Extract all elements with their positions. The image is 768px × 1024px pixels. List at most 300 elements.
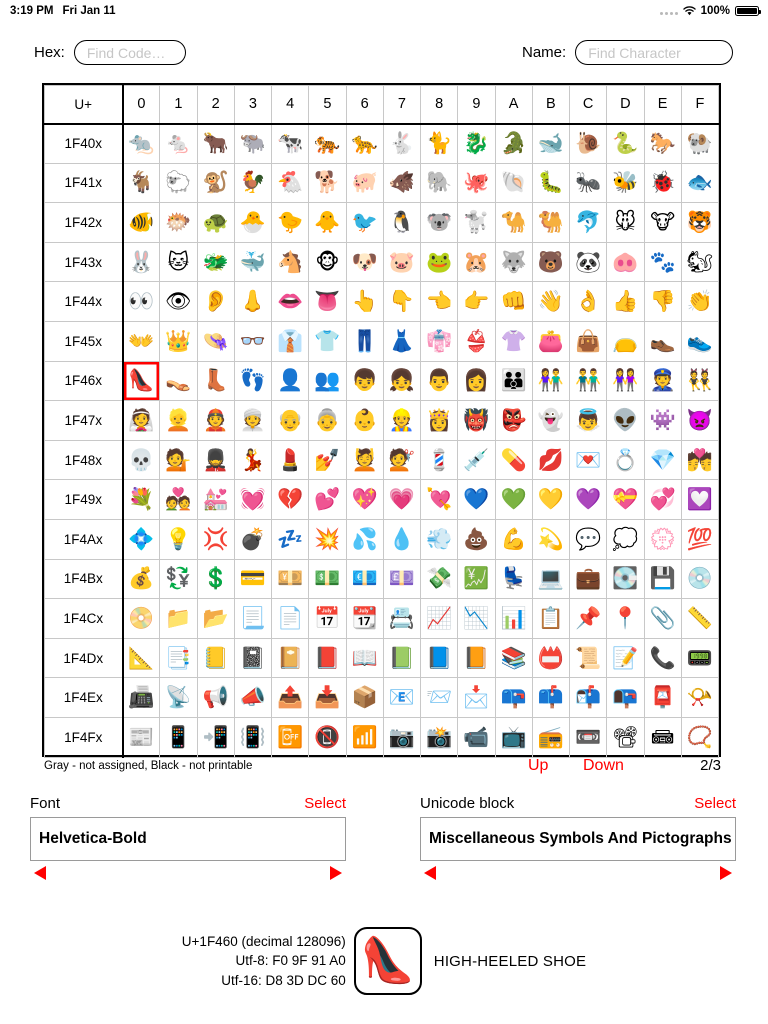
code-point-cell[interactable]: 📢 xyxy=(197,678,234,718)
code-point-cell[interactable]: 💓 xyxy=(234,480,271,520)
code-point-cell[interactable]: 📖 xyxy=(346,638,383,678)
code-point-cell[interactable]: 💙 xyxy=(458,480,495,520)
code-point-cell[interactable]: 💼 xyxy=(570,559,607,599)
table-row-label-1F46x: 1F46x xyxy=(45,361,123,401)
code-point-cell[interactable]: 👉 xyxy=(458,282,495,322)
code-point-cell[interactable]: 📌 xyxy=(570,599,607,639)
code-point-cell[interactable]: 👤 xyxy=(272,361,309,401)
legend-row xyxy=(42,757,721,780)
code-point-cell[interactable]: 💫 xyxy=(532,519,569,559)
code-point-cell[interactable]: 📍 xyxy=(607,599,644,639)
code-point-cell[interactable]: 💜 xyxy=(570,480,607,520)
code-point-cell[interactable]: 💾 xyxy=(644,559,681,599)
code-point-cell[interactable]: 💷 xyxy=(383,559,420,599)
code-point-cell[interactable]: 👏 xyxy=(681,282,718,322)
code-point-cell[interactable]: 💨 xyxy=(421,519,458,559)
code-point-cell[interactable]: 👓 xyxy=(234,321,271,361)
code-point-cell[interactable]: 🐚 xyxy=(495,163,532,203)
code-point-cell[interactable]: 💝 xyxy=(607,480,644,520)
code-point-cell[interactable]: 👖 xyxy=(346,321,383,361)
code-point-cell[interactable]: 📂 xyxy=(197,599,234,639)
code-point-cell[interactable]: 📱 xyxy=(160,717,197,757)
code-point-cell[interactable]: 🐹 xyxy=(458,242,495,282)
utf16-line: Utf-16: D8 3D DC 60 xyxy=(221,972,346,988)
font-panel xyxy=(30,793,346,881)
code-point-cell[interactable]: 💛 xyxy=(532,480,569,520)
code-point-cell[interactable]: 📇 xyxy=(383,599,420,639)
code-point-cell[interactable]: 💹 xyxy=(458,559,495,599)
code-point-cell[interactable]: 🐜 xyxy=(570,163,607,203)
font-value-box[interactable]: Helvetica-Bold xyxy=(30,817,346,861)
code-point-cell[interactable]: 📹 xyxy=(458,717,495,757)
code-point-cell[interactable]: 💴 xyxy=(272,559,309,599)
code-point-cell[interactable]: 📬 xyxy=(570,678,607,718)
code-point-cell[interactable]: 📣 xyxy=(234,678,271,718)
code-point-cell[interactable]: 📀 xyxy=(123,599,160,639)
code-point-cell[interactable]: 📅 xyxy=(309,599,346,639)
code-point-cell[interactable]: 👹 xyxy=(458,401,495,441)
code-point-cell[interactable]: 👢 xyxy=(197,361,234,401)
code-point-cell[interactable]: 🐧 xyxy=(383,203,420,243)
code-point-cell[interactable]: 🐸 xyxy=(421,242,458,282)
code-point-cell[interactable]: 📙 xyxy=(458,638,495,678)
code-point-cell[interactable]: 💞 xyxy=(644,480,681,520)
table-column-header-2: 2 xyxy=(197,86,234,124)
code-point-cell[interactable]: 🐝 xyxy=(607,163,644,203)
table-row-label-1F48x: 1F48x xyxy=(45,440,123,480)
code-point-cell[interactable]: 💋 xyxy=(532,440,569,480)
code-point-cell[interactable]: 👎 xyxy=(644,282,681,322)
code-point-cell[interactable]: 👱 xyxy=(160,401,197,441)
font-panel-header xyxy=(30,793,346,813)
code-point-cell[interactable]: 🐻 xyxy=(532,242,569,282)
code-point-cell[interactable]: 📪 xyxy=(495,678,532,718)
code-point-cell[interactable]: 📸 xyxy=(421,717,458,757)
code-point-cell[interactable]: 📵 xyxy=(309,717,346,757)
code-point-cell[interactable]: 👞 xyxy=(644,321,681,361)
table-column-header-E: E xyxy=(644,86,681,124)
code-point-cell[interactable]: 💆 xyxy=(346,440,383,480)
code-point-cell[interactable]: 👿 xyxy=(681,401,718,441)
code-point-cell[interactable]: 🐮 xyxy=(644,203,681,243)
code-point-cell[interactable]: 🐶 xyxy=(346,242,383,282)
code-point-cell[interactable]: 💑 xyxy=(160,480,197,520)
code-point-cell[interactable]: 👅 xyxy=(309,282,346,322)
code-point-cell[interactable]: 👨 xyxy=(421,361,458,401)
code-point-cell[interactable]: 📕 xyxy=(309,638,346,678)
block-prev-triangle-icon[interactable] xyxy=(424,866,436,880)
code-point-cell[interactable]: 💪 xyxy=(495,519,532,559)
code-point-cell[interactable]: 💰 xyxy=(123,559,160,599)
code-point-cell[interactable]: 💸 xyxy=(421,559,458,599)
code-point-cell[interactable]: 📩 xyxy=(458,678,495,718)
code-point-cell[interactable]: 🐀 xyxy=(123,124,160,164)
code-point-cell[interactable]: 📻 xyxy=(532,717,569,757)
code-point-cell[interactable]: 🐤 xyxy=(272,203,309,243)
code-point-cell[interactable]: 💖 xyxy=(346,480,383,520)
code-point-cell[interactable]: 👌 xyxy=(570,282,607,322)
code-point-cell[interactable]: 👗 xyxy=(383,321,420,361)
code-point-cell[interactable]: 👕 xyxy=(309,321,346,361)
table-column-header-5: 5 xyxy=(309,86,346,124)
code-point-cell[interactable]: 💻 xyxy=(532,559,569,599)
code-point-cell[interactable]: 🐱 xyxy=(160,242,197,282)
code-point-cell[interactable]: 💏 xyxy=(681,440,718,480)
code-point-cell[interactable]: 🐃 xyxy=(234,124,271,164)
code-point-cell[interactable]: 📽 xyxy=(607,717,644,757)
code-point-cell[interactable]: 📆 xyxy=(346,599,383,639)
code-point-cell[interactable]: 💘 xyxy=(421,480,458,520)
code-point-cell[interactable]: 👍 xyxy=(607,282,644,322)
code-point-cell[interactable]: 🐑 xyxy=(160,163,197,203)
code-point-cell[interactable]: 💲 xyxy=(197,559,234,599)
code-point-cell[interactable]: 👒 xyxy=(197,321,234,361)
code-point-cell[interactable]: 📄 xyxy=(272,599,309,639)
code-point-cell[interactable]: 🐿 xyxy=(681,242,718,282)
code-point-cell[interactable]: 🐠 xyxy=(123,203,160,243)
unicode-block-panel xyxy=(420,793,736,881)
code-point-cell[interactable]: 🐨 xyxy=(421,203,458,243)
code-point-cell[interactable]: 👺 xyxy=(495,401,532,441)
code-point-cell[interactable]: 👘 xyxy=(421,321,458,361)
code-point-cell[interactable]: 💄 xyxy=(272,440,309,480)
code-point-cell[interactable]: 📠 xyxy=(123,678,160,718)
font-panel-title: Font xyxy=(30,794,61,812)
code-point-cell[interactable]: 📊 xyxy=(495,599,532,639)
code-point-cell[interactable]: 🐟 xyxy=(681,163,718,203)
code-point-cell[interactable]: 👐 xyxy=(123,321,160,361)
code-point-cell[interactable]: 🐫 xyxy=(532,203,569,243)
code-point-cell[interactable]: 🐅 xyxy=(309,124,346,164)
code-point-cell[interactable]: 👋 xyxy=(532,282,569,322)
code-point-cell[interactable]: 🐖 xyxy=(346,163,383,203)
code-point-cell[interactable]: 👔 xyxy=(272,321,309,361)
code-point-cell[interactable]: 💟 xyxy=(681,480,718,520)
code-point-cell[interactable]: 💿 xyxy=(681,559,718,599)
code-point-cell[interactable]: 💎 xyxy=(644,440,681,480)
code-point-cell[interactable]: 📶 xyxy=(346,717,383,757)
font-select-button[interactable]: Select xyxy=(304,794,346,812)
table-column-header-8: 8 xyxy=(421,86,458,124)
code-point-cell[interactable]: 🐊 xyxy=(495,124,532,164)
code-point-cell[interactable]: 🐣 xyxy=(234,203,271,243)
code-point-cell[interactable]: 📗 xyxy=(383,638,420,678)
code-point-cell[interactable]: 🐩 xyxy=(458,203,495,243)
table-row xyxy=(45,480,719,520)
code-point-cell[interactable]: 🐪 xyxy=(495,203,532,243)
code-point-cell[interactable]: 🐞 xyxy=(644,163,681,203)
code-point-cell[interactable]: 📰 xyxy=(123,717,160,757)
code-point-cell[interactable]: 👸 xyxy=(421,401,458,441)
code-point-cell[interactable]: 🐇 xyxy=(383,124,420,164)
code-point-cell[interactable]: 📛 xyxy=(532,638,569,678)
code-point-cell[interactable]: 🐕 xyxy=(309,163,346,203)
code-point-cell[interactable]: 🐏 xyxy=(681,124,718,164)
code-point-cell[interactable]: 📚 xyxy=(495,638,532,678)
code-point-cell[interactable]: 📥 xyxy=(309,678,346,718)
code-point-cell[interactable]: 👧 xyxy=(383,361,420,401)
name-search-input[interactable] xyxy=(575,40,733,65)
code-point-cell[interactable]: 💣 xyxy=(234,519,271,559)
code-point-cell[interactable]: 🐭 xyxy=(607,203,644,243)
code-point-cell[interactable]: 📫 xyxy=(532,678,569,718)
code-point-cell[interactable]: 📈 xyxy=(421,599,458,639)
code-point-cell[interactable]: 👮 xyxy=(644,361,681,401)
table-row-label-1F40x: 1F40x xyxy=(45,124,123,164)
code-point-cell[interactable]: 👄 xyxy=(272,282,309,322)
code-point-cell[interactable]: 📟 xyxy=(681,638,718,678)
table-column-header-9: 9 xyxy=(458,86,495,124)
code-point-cell[interactable]: 📷 xyxy=(383,717,420,757)
code-point-cell[interactable]: 📿 xyxy=(681,717,718,757)
table-corner-header: U+ xyxy=(45,86,123,124)
code-point-cell[interactable]: 🐥 xyxy=(309,203,346,243)
code-point-cell[interactable]: 🐢 xyxy=(197,203,234,243)
code-point-cell[interactable]: 👩 xyxy=(458,361,495,401)
code-point-cell[interactable]: 🐁 xyxy=(160,124,197,164)
code-point-cell[interactable]: 👲 xyxy=(197,401,234,441)
code-point-cell[interactable]: 🐐 xyxy=(123,163,160,203)
name-label: Name: xyxy=(522,44,567,61)
code-point-cell[interactable]: 👈 xyxy=(421,282,458,322)
block-next-triangle-icon[interactable] xyxy=(720,866,732,880)
code-point-cell[interactable]: 🐎 xyxy=(644,124,681,164)
code-point-cell[interactable]: 💒 xyxy=(197,480,234,520)
code-point-cell[interactable]: 🐍 xyxy=(607,124,644,164)
code-point-cell[interactable]: 📯 xyxy=(681,678,718,718)
code-point-cell[interactable]: 🐼 xyxy=(570,242,607,282)
code-point-cell[interactable]: 💺 xyxy=(495,559,532,599)
code-point-cell[interactable]: 👷 xyxy=(383,401,420,441)
code-point-cell[interactable]: 📮 xyxy=(644,678,681,718)
code-point-cell[interactable]: 📤 xyxy=(272,678,309,718)
code-point-cell[interactable]: 📧 xyxy=(383,678,420,718)
code-point-cell[interactable]: 👡 xyxy=(160,361,197,401)
code-point-cell[interactable]: 👃 xyxy=(234,282,271,322)
code-point-cell[interactable]: 💳 xyxy=(234,559,271,599)
font-next-triangle-icon[interactable] xyxy=(330,866,342,880)
code-point-cell[interactable]: 💗 xyxy=(383,480,420,520)
code-point-cell[interactable]: 👜 xyxy=(570,321,607,361)
character-code-info xyxy=(182,932,346,989)
code-point-cell[interactable]: 💁 xyxy=(160,440,197,480)
table-row xyxy=(45,401,719,441)
code-point-cell[interactable]: 💃 xyxy=(234,440,271,480)
code-point-cell[interactable]: 🐂 xyxy=(197,124,234,164)
code-point-cell[interactable]: 🐛 xyxy=(532,163,569,203)
code-point-cell[interactable]: 👚 xyxy=(495,321,532,361)
table-row-label-1F44x: 1F44x xyxy=(45,282,123,322)
code-point-cell[interactable]: 💂 xyxy=(197,440,234,480)
code-point-cell[interactable]: 💤 xyxy=(272,519,309,559)
table-row-label-1F4Fx: 1F4Fx xyxy=(45,717,123,757)
code-point-cell[interactable]: 💱 xyxy=(160,559,197,599)
code-point-cell[interactable]: 📨 xyxy=(421,678,458,718)
code-point-cell[interactable]: 👊 xyxy=(495,282,532,322)
code-point-cell[interactable]: 🐄 xyxy=(272,124,309,164)
code-point-cell[interactable]: 👝 xyxy=(607,321,644,361)
code-point-cell[interactable]: 💅 xyxy=(309,440,346,480)
code-point-cell[interactable]: 📴 xyxy=(272,717,309,757)
code-point-cell[interactable]: 💡 xyxy=(160,519,197,559)
code-point-cell[interactable]: 🐵 xyxy=(309,242,346,282)
code-point-cell[interactable]: 📘 xyxy=(421,638,458,678)
code-point-cell[interactable]: 📺 xyxy=(495,717,532,757)
battery-percent: 100% xyxy=(700,5,730,17)
code-point-cell[interactable]: 👼 xyxy=(570,401,607,441)
code-point-cell[interactable]: 👰 xyxy=(123,401,160,441)
code-point-cell[interactable]: 🐽 xyxy=(607,242,644,282)
code-point-cell[interactable]: 🐒 xyxy=(197,163,234,203)
code-point-cell[interactable]: 💈 xyxy=(421,440,458,480)
font-prev-triangle-icon[interactable] xyxy=(34,866,46,880)
code-point-cell[interactable]: 👇 xyxy=(383,282,420,322)
code-point-cell[interactable]: 👛 xyxy=(532,321,569,361)
code-point-cell[interactable]: 💕 xyxy=(309,480,346,520)
code-point-cell[interactable]: 👣 xyxy=(234,361,271,401)
code-point-cell[interactable]: 📾 xyxy=(644,717,681,757)
table-row-label-1F42x: 1F42x xyxy=(45,203,123,243)
code-point-cell[interactable]: 📉 xyxy=(458,599,495,639)
code-point-cell[interactable]: 📭 xyxy=(607,678,644,718)
code-point-cell[interactable]: 👻 xyxy=(532,401,569,441)
code-point-cell[interactable]: 🐦 xyxy=(346,203,383,243)
code-point-cell[interactable]: 💠 xyxy=(123,519,160,559)
code-point-cell[interactable]: 💯 xyxy=(681,519,718,559)
code-point-cell[interactable]: 👀 xyxy=(123,282,160,322)
code-point-cell[interactable]: 💶 xyxy=(346,559,383,599)
code-point-cell[interactable]: 👦 xyxy=(346,361,383,401)
code-point-cell[interactable]: 📒 xyxy=(197,638,234,678)
code-point-cell[interactable]: 📦 xyxy=(346,678,383,718)
code-point-cell[interactable]: 🐾 xyxy=(644,242,681,282)
code-point-cell[interactable]: 🐆 xyxy=(346,124,383,164)
code-point-cell[interactable]: 📜 xyxy=(570,638,607,678)
code-point-cell[interactable]: 👭 xyxy=(607,361,644,401)
code-point-cell[interactable]: 🐬 xyxy=(570,203,607,243)
code-point-cell[interactable]: 🐋 xyxy=(532,124,569,164)
code-point-cell[interactable]: 📞 xyxy=(644,638,681,678)
code-point-cell[interactable]: 🐴 xyxy=(272,242,309,282)
code-point-cell[interactable]: 💌 xyxy=(570,440,607,480)
table-body xyxy=(45,124,719,758)
code-point-cell[interactable]: 👶 xyxy=(346,401,383,441)
code-point-cell[interactable]: 🐈 xyxy=(421,124,458,164)
code-point-cell[interactable]: 👂 xyxy=(197,282,234,322)
block-nav-arrows xyxy=(420,863,736,881)
code-point-cell[interactable]: 💍 xyxy=(607,440,644,480)
code-point-cell[interactable]: 🐉 xyxy=(458,124,495,164)
code-point-cell[interactable]: 👳 xyxy=(234,401,271,441)
code-point-cell[interactable]: 💽 xyxy=(607,559,644,599)
code-point-cell[interactable]: 👟 xyxy=(681,321,718,361)
code-point-cell[interactable]: 💊 xyxy=(495,440,532,480)
table-column-header-A: A xyxy=(495,86,532,124)
code-point-cell[interactable]: 📓 xyxy=(234,638,271,678)
code-point-cell[interactable]: 🐺 xyxy=(495,242,532,282)
code-point-cell[interactable]: 📼 xyxy=(570,717,607,757)
code-point-cell[interactable]: 📳 xyxy=(234,717,271,757)
code-point-cell[interactable]: 💢 xyxy=(197,519,234,559)
code-point-cell[interactable]: 👆 xyxy=(346,282,383,322)
signal-dots-icon xyxy=(660,7,678,15)
code-point-cell[interactable]: 💚 xyxy=(495,480,532,520)
code-point-cell[interactable]: 💔 xyxy=(272,480,309,520)
code-point-cell[interactable]: 🐌 xyxy=(570,124,607,164)
code-point-cell[interactable]: 👠 xyxy=(123,361,160,401)
table-row xyxy=(45,519,719,559)
code-point-cell[interactable]: 📡 xyxy=(160,678,197,718)
code-point-cell[interactable]: 📏 xyxy=(681,599,718,639)
code-point-cell[interactable]: 💀 xyxy=(123,440,160,480)
code-point-cell[interactable]: 🐰 xyxy=(123,242,160,282)
code-point-cell[interactable]: 💉 xyxy=(458,440,495,480)
code-point-cell[interactable]: 🐓 xyxy=(234,163,271,203)
code-point-cell[interactable]: 💮 xyxy=(644,519,681,559)
code-point-cell[interactable]: 🐷 xyxy=(383,242,420,282)
code-point-cell[interactable]: 👥 xyxy=(309,361,346,401)
code-point-cell[interactable]: 👪 xyxy=(495,361,532,401)
code-point-table xyxy=(42,83,721,757)
code-point-cell[interactable]: 📋 xyxy=(532,599,569,639)
code-point-cell[interactable]: 💵 xyxy=(309,559,346,599)
code-point-cell[interactable]: 👑 xyxy=(160,321,197,361)
block-value-box[interactable]: Miscellaneous Symbols And Pictographs xyxy=(420,817,736,861)
page-down-button[interactable]: Down xyxy=(583,757,624,774)
code-point-cell[interactable]: 👬 xyxy=(570,361,607,401)
block-select-button[interactable]: Select xyxy=(694,794,736,812)
hex-search-input[interactable] xyxy=(74,40,186,65)
code-point-cell[interactable]: 👫 xyxy=(532,361,569,401)
code-point-cell[interactable]: 💥 xyxy=(309,519,346,559)
table-row xyxy=(45,163,719,203)
code-point-cell[interactable]: 🐳 xyxy=(234,242,271,282)
page-up-button[interactable]: Up xyxy=(528,757,549,774)
code-point-cell[interactable]: 💭 xyxy=(607,519,644,559)
selected-character-preview: 👠 xyxy=(354,927,422,995)
code-point-cell[interactable]: 👁 xyxy=(160,282,197,322)
code-point-cell[interactable]: 👽 xyxy=(607,401,644,441)
code-point-cell[interactable]: 📑 xyxy=(160,638,197,678)
code-point-cell[interactable]: 👾 xyxy=(644,401,681,441)
code-point-cell[interactable]: 📲 xyxy=(197,717,234,757)
code-point-cell[interactable]: 📁 xyxy=(160,599,197,639)
code-point-cell[interactable]: 🐙 xyxy=(458,163,495,203)
code-point-cell[interactable]: 👯 xyxy=(681,361,718,401)
code-point-cell[interactable]: 🐲 xyxy=(197,242,234,282)
code-point-cell[interactable]: 💦 xyxy=(346,519,383,559)
code-point-cell[interactable]: 💬 xyxy=(570,519,607,559)
code-point-cell[interactable]: 👴 xyxy=(272,401,309,441)
code-point-cell[interactable]: 📐 xyxy=(123,638,160,678)
code-point-cell[interactable]: 👵 xyxy=(309,401,346,441)
code-point-cell[interactable]: 💧 xyxy=(383,519,420,559)
code-point-cell[interactable]: 🐔 xyxy=(272,163,309,203)
code-point-cell[interactable]: 🐯 xyxy=(681,203,718,243)
code-point-cell[interactable]: 🐡 xyxy=(160,203,197,243)
code-point-cell[interactable]: 💇 xyxy=(383,440,420,480)
code-point-cell[interactable]: 👙 xyxy=(458,321,495,361)
code-point-cell[interactable]: 💩 xyxy=(458,519,495,559)
code-point-cell[interactable]: 💐 xyxy=(123,480,160,520)
code-point-cell[interactable]: 📔 xyxy=(272,638,309,678)
code-point-cell[interactable]: 📎 xyxy=(644,599,681,639)
code-point-cell[interactable]: 📝 xyxy=(607,638,644,678)
table-column-header-3: 3 xyxy=(234,86,271,124)
code-point-cell[interactable]: 🐘 xyxy=(421,163,458,203)
code-point-cell[interactable]: 🐗 xyxy=(383,163,420,203)
code-point-cell[interactable]: 📃 xyxy=(234,599,271,639)
